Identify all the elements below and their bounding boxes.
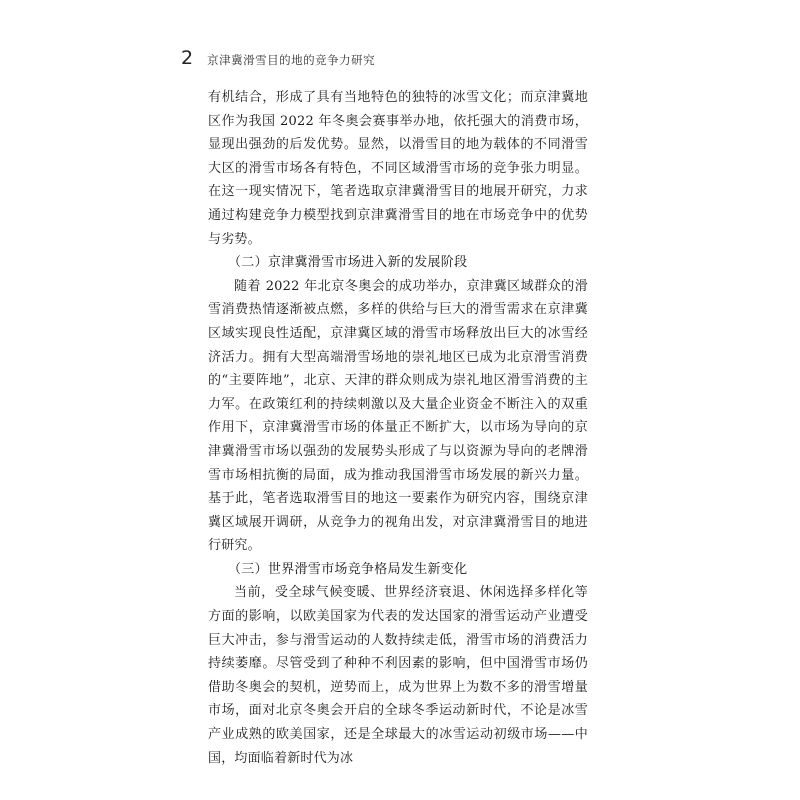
body-text <box>208 86 588 770</box>
running-title: 京津冀滑雪目的地的竞争力研究 <box>207 52 376 67</box>
section-heading-2: （二）京津冀滑雪市场进入新的发展阶段 <box>228 255 468 271</box>
paragraph-1: 有机结合，形成了具有当地特色的独特的冰雪文化；而京津冀地区作为我国 2022 年冬奥会赛事举办地，依托强大的消费市场，显现出强劲的后发优势。显然，以滑雪目的地为载体的不同滑雪大区的滑雪市场各有特色，不同区域滑雪市场的竞争张力明显。在这一现实情况下，笔者选取京津冀滑雪目的地展开研究，力求通过构建竞争力模型找到京津冀滑雪目的地在市场竞争中的优势与劣势。 <box>208 90 588 247</box>
paragraph-2: 随着 2022 年北京冬奥会的成功举办，京津冀区域群众的滑雪消费热情逐渐被点燃，多样的供给与巨大的滑雪需求在京津冀区域实现良性适配，京津冀区域的滑雪市场释放出巨大的冰雪经济活力。拥有大型高端滑雪场地的崇礼地区已成为北京滑雪消费的“主要阵地”，北京、天津的群众则成为崇礼地区滑雪消费的主力军。在政策红利的持续刺激以及大量企业资金不断注入的双重作用下，京津冀滑雪市场的体量正不断扩大，以市场为导向的京津冀滑雪市场以强劲的发展势头形成了与以资源为导向的老牌滑雪市场相抗衡的局面，成为推动我国滑雪市场发展的新兴力量。基于此，笔者选取滑雪目的地这一要素作为研究内容，围绕京津冀区域展开调研，从竞争力的视角出发，对京津冀滑雪目的地进行研究。 <box>208 278 588 554</box>
paragraph-3: 当前，受全球气候变暖、世界经济衰退、休闲选择多样化等方面的影响，以欧美国家为代表的发达国家的滑雪运动产业遭受巨大冲击，参与滑雪运动的人数持续走低，滑雪市场的消费活力持续萎靡。尽管受到了种种不利因素的影响，但中国滑雪市场仍借助冬奥会的契机，逆势而上，成为世界上为数不多的滑雪增量市场，面对北京冬奥会开启的全球冬季运动新时代，不论是冰雪产业成熟的欧美国家，还是全球最大的冰雪运动初级市场——中国，均面临着新时代为冰 <box>208 585 588 766</box>
page-number: 2 <box>181 47 194 69</box>
section-heading-3: （三）世界滑雪市场竞争格局发生新变化 <box>228 561 468 577</box>
page-header <box>181 44 375 68</box>
